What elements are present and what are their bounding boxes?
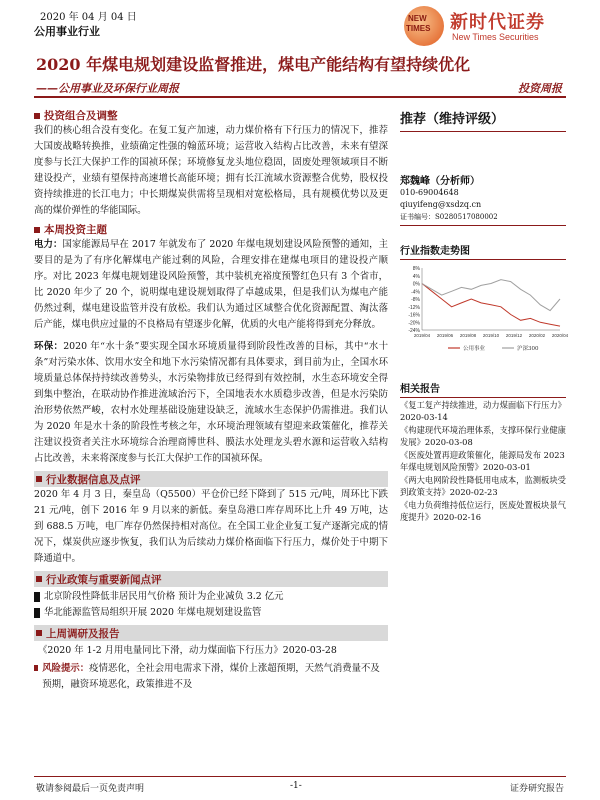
footer-label: 证券研究报告	[509, 784, 564, 794]
y-tick-label: 8%	[412, 266, 420, 272]
square-bullet-icon	[36, 576, 42, 582]
paragraph-body: 国家能源局早在 2017 年就发布了 2020 年煤电规划建设风险预警的通知，主要目的是为了有序化解煤电产能过剩的风险，合理安排在建煤电项目的建设投产顺序。对比 2023 年煤电规划建设风险预警，其中装机充裕度预警红色只有 3 个省市，比 2020 年少了 20 个，说明煤电建设规划取得了卓越成果，但是我们认为煤电产能仍然过剩，煤电建设监管并没有放松。我们认为通过区域整合优化资源配置、淘汰落后产能，煤电供应过量的不良格局有望逐步化解，优质的火电产能将得到充分释放。	[34, 239, 388, 330]
section-title: 行业政策与重要新闻点评	[46, 573, 162, 586]
report-date: 2020 年 04 月 04 日	[40, 12, 137, 23]
chart-svg	[400, 264, 569, 354]
x-tick-label: 2020/02	[528, 333, 546, 338]
series-line	[422, 280, 560, 311]
bar-bullet-icon	[34, 608, 40, 618]
index-trend-chart	[400, 264, 569, 354]
legend-label: 沪深300	[517, 346, 539, 352]
related-title: 相关报告	[400, 380, 566, 398]
paragraph-lead: 环保：	[34, 341, 64, 352]
section-title: 行业数据信息及点评	[46, 473, 141, 486]
section-title: 上周调研及报告	[46, 627, 120, 640]
square-bullet-icon	[34, 227, 40, 233]
chart-title: 行业指数走势图	[400, 242, 566, 260]
section-title: 本周投资主题	[44, 224, 107, 236]
paragraph-body: 2020 年“水十条”要实现全国水环境质量得到阶段性改善的目标，其中“水十条”对污染水体、饮用水安全和地下水污染情况都有具体要求，到目前为止，全国水环境质量总体保持持续改善势头，水污染物排放已经得到有效控制，水生态环境安全得到集中整治，在联动协作推进流域治污下，全国地表水水质稳步改善，但是水污染防治形势依然严峻，农村水处理基础设施建设缺乏，流域水生态保护仍需推进。我们认为 2020 年是水十条的阶段性考核之年，水环境治理领域有望迎来政策催化，推荐关注建议投资者关注水环境综合治理商博世科、膜法水处理龙头碧水源和运营收入结构占比改善，未来将深度参与长江大保护工作的国祯环保。	[34, 341, 388, 464]
x-tick-label: 2019/06	[436, 333, 454, 338]
y-tick-label: 0%	[412, 281, 420, 288]
news-item	[34, 589, 388, 605]
page-number: -1-	[290, 781, 302, 791]
brand-name-en: New Times Securities	[452, 32, 539, 42]
section-theme-heading	[34, 222, 388, 237]
x-tick-label: 2019/04	[413, 333, 431, 338]
square-bullet-icon	[36, 630, 42, 636]
sidebar	[400, 106, 569, 523]
related-report[interactable]: 《医废处置再迎政策催化，能源局发布 2023 年煤电规划风险预警》2020-03-01	[400, 450, 565, 472]
x-tick-label: 2020/04	[551, 333, 569, 338]
news-item	[34, 605, 388, 621]
related-report[interactable]: 《电力负荷维持低位运行，医废处置板块景气度提升》2020-02-16	[400, 500, 566, 522]
section-reports-heading	[34, 625, 388, 641]
y-tick-label: -20%	[408, 320, 420, 327]
analyst-phone: 010-69004648	[400, 188, 459, 197]
square-bullet-icon	[34, 113, 40, 119]
footer-disclaimer: 敬请参阅最后一页免责声明	[36, 784, 145, 794]
news-text: 华北能源监管局组织开展 2020 年煤电规划建设监管	[44, 607, 262, 618]
brand-logo	[404, 6, 564, 46]
brand-name-cn: 新时代证券	[450, 12, 545, 33]
section-data-heading	[34, 471, 388, 487]
y-tick-label: -12%	[408, 304, 420, 311]
report-type: 投资周报	[518, 82, 562, 95]
news-text: 北京阶段性降低非居民用气价格 预计为企业减负 3.2 亿元	[44, 591, 284, 602]
last-week-report: 《2020 年 1-2 月用电量同比下滑，动力煤面临下行压力》2020-03-28	[38, 645, 337, 656]
risk-lead: 风险提示：	[42, 663, 90, 674]
section-portfolio-heading	[34, 108, 388, 123]
env-paragraph	[34, 339, 388, 467]
y-tick-label: -24%	[408, 328, 420, 334]
x-tick-label: 2019/10	[482, 333, 500, 338]
paragraph-lead: 电力：	[34, 239, 63, 250]
risk-paragraph	[34, 661, 388, 693]
y-tick-label: -16%	[408, 312, 420, 319]
analyst-email[interactable]: qiuyifeng@xsdzq.cn	[400, 200, 482, 209]
x-tick-label: 2019/08	[459, 333, 477, 338]
y-tick-label: 4%	[412, 273, 420, 280]
data-paragraph: 2020 年 4 月 3 日，秦皇岛（Q5500）平仓价已经下降到了 515 元/吨，周环比下跌 21 元/吨，创下 2016 年 9 月以来的新低。秦皇岛港口库存周环比上升 49 万吨，达到 688.5 万吨，电厂库存仍然保持相对高位。在全国工业企业复工复产逐渐完成的情况下，煤炭供应逐步恢复，我们认为后续动力煤价格面临下行压力，煤价处于中期下降通道中。	[34, 489, 388, 564]
main-content	[34, 106, 388, 693]
footer-divider	[34, 776, 566, 777]
related-report[interactable]: 《构建现代环境治理体系，支撑环保行业健康发展》2020-03-08	[400, 425, 566, 447]
power-paragraph	[34, 237, 388, 333]
section-title: 投资组合及调整	[44, 110, 118, 122]
report-title: 2020 年煤电规划建设监督推进，煤电产能结构有望持续优化	[36, 55, 471, 74]
square-bullet-icon	[36, 476, 42, 482]
portfolio-paragraph: 我们的核心组合没有变化。在复工复产加速，动力煤价格有下行压力的情况下，推荐大国废战略转换推，业绩确定性强的翰蓝环境；运营收入结构占比改善，未来有望深度参与长江大保护工作的国祯环保；环境修复龙头地位稳固，固废处理领域项目不断建设投产，业绩有望保持高速增长高能环境；拥有长江流域水资源整合优势，股权投资持续推进的长江电力；中长期煤炭供需将呈现相对宽松格局，具有规模优势以及更高的煤价弹性的华能国际。	[34, 125, 388, 216]
industry-label: 公用事业行业	[34, 25, 100, 38]
series-line	[422, 284, 560, 327]
analyst-cert: 证书编号：S0280517080002	[400, 211, 566, 226]
analyst-name: 郑魏峰（分析师）	[400, 176, 480, 187]
related-list	[400, 399, 566, 523]
x-tick-label: 2019/12	[505, 333, 523, 338]
bar-bullet-icon	[34, 592, 40, 602]
y-tick-label: -4%	[411, 289, 420, 296]
legend-label: 公用事业	[463, 346, 486, 352]
section-news-heading	[34, 571, 388, 587]
related-report[interactable]: 《两大电网阶段性降低用电成本，监测板块受到政策支持》2020-02-23	[400, 475, 566, 497]
logo-new-text: NEW	[408, 14, 427, 23]
header-divider	[34, 96, 566, 98]
report-subtitle: ——公用事业及环保行业周报	[36, 82, 179, 95]
square-bullet-icon	[34, 665, 38, 671]
logo-times-text: TIMES	[406, 24, 431, 33]
related-report[interactable]: 《复工复产持续推进，动力煤面临下行压力》2020-03-14	[400, 400, 566, 422]
rating: 推荐（维持评级）	[400, 108, 566, 132]
risk-text: 疫情恶化，全社会用电需求下滑，煤价上涨超预期，天然气消费量不及预期，融资环境恶化，政策推进不及	[42, 663, 380, 690]
y-tick-label: -8%	[411, 297, 420, 303]
